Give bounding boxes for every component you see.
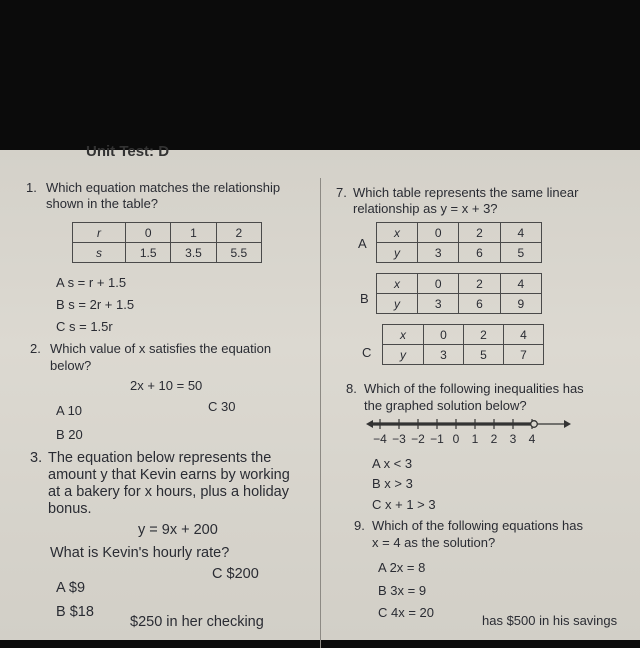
q1-table-s-cell: 5.5: [216, 243, 261, 263]
open-circle-icon: [531, 421, 538, 428]
q7-text-line2: relationship as y = x + 3?: [353, 201, 498, 216]
q1-table-r-cell: 2: [216, 223, 261, 243]
q8-number: 8.: [346, 381, 357, 396]
number-line-tick-label: 4: [528, 432, 536, 445]
number-line-tick-label: 3: [509, 432, 517, 445]
q2-text-line1: Which value of x satisfies the equation: [50, 341, 272, 356]
number-line-tick-label: −4: [373, 432, 387, 445]
q7-table-a: [376, 222, 542, 263]
q2-equation: 2x + 10 = 50: [130, 378, 203, 393]
q3-question: What is Kevin's hourly rate?: [50, 545, 230, 561]
q7b-y-cell: 6: [459, 294, 500, 314]
q10-cutoff-text: has $500 in his savings: [482, 613, 618, 628]
right-arrow-icon: [564, 420, 571, 428]
unit-test-header: Unit Test: D: [86, 143, 170, 160]
q1-text-line2: shown in the table?: [46, 196, 159, 211]
q3-text-line4: bonus.: [48, 501, 92, 517]
q1-table-r-cell: 0: [126, 223, 171, 243]
q7-table-b: [376, 273, 542, 314]
number-line-graph: [366, 413, 578, 445]
q1-table: [72, 222, 262, 263]
q7a-y-cell: 6: [459, 243, 500, 263]
q9-text-line1: Which of the following equations has: [372, 518, 584, 533]
q7a-x-label: x: [377, 223, 418, 243]
q2-choice-c: C 30: [208, 399, 236, 414]
q1-table-s-label: s: [73, 243, 126, 263]
q7a-x-cell: 0: [418, 223, 459, 243]
q8-text-line1: Which of the following inequalities has: [364, 381, 584, 396]
q8-choice-c: C x + 1 > 3: [372, 497, 436, 512]
q7b-y-cell: 3: [418, 294, 459, 314]
q7c-x-cell: 2: [464, 325, 504, 345]
q7a-y-cell: 3: [418, 243, 459, 263]
number-line-tick-label: −2: [411, 432, 425, 445]
q7c-y-label: y: [383, 345, 424, 365]
q2-choice-a: A 10: [56, 403, 83, 418]
q1-choice-b: B s = 2r + 1.5: [56, 297, 135, 312]
q7b-y-cell: 9: [500, 294, 541, 314]
q7c-x-cell: 4: [504, 325, 544, 345]
q9-number: 9.: [354, 518, 365, 533]
q7-number: 7.: [336, 185, 347, 200]
number-line-tick-label: −3: [392, 432, 406, 445]
q7a-x-cell: 4: [500, 223, 541, 243]
q1-number: 1.: [26, 180, 37, 195]
q7b-y-label: y: [377, 294, 418, 314]
q1-table-s-cell: 1.5: [126, 243, 171, 263]
q2-number: 2.: [30, 341, 41, 356]
q1-table-r-label: r: [73, 223, 126, 243]
q9-text-line2: x = 4 as the solution?: [372, 535, 496, 550]
q8-choice-a: A x < 3: [372, 456, 413, 471]
number-line-tick-label: 1: [471, 432, 479, 445]
q1-text-line1: Which equation matches the relationship: [46, 180, 281, 195]
q3-choice-c: C $200: [212, 566, 259, 582]
q3-choice-b: B $18: [56, 604, 94, 620]
q3-text-line1: The equation below represents the: [48, 450, 272, 466]
q8-choice-b: B x > 3: [372, 476, 413, 491]
q7c-x-cell: 0: [424, 325, 464, 345]
q7a-y-label: y: [377, 243, 418, 263]
q1-choice-c: C s = 1.5r: [56, 319, 113, 334]
q3-choice-a: A $9: [56, 580, 86, 596]
q1-table-s-cell: 3.5: [171, 243, 216, 263]
q3-text-line2: amount y that Kevin earns by working: [48, 467, 290, 483]
q9-choice-a: A 2x = 8: [378, 560, 426, 575]
q1-choice-a: A s = r + 1.5: [56, 275, 127, 290]
q3-equation: y = 9x + 200: [138, 522, 218, 538]
q8-text-line2: the graphed solution below?: [364, 398, 527, 413]
q7-option-a-label: A: [358, 236, 367, 251]
q3-text-line3: at a bakery for x hours, plus a holiday: [48, 484, 289, 500]
number-line-tick-label: 0: [452, 432, 460, 445]
q7-option-c-label: C: [362, 345, 372, 360]
q7c-y-cell: 7: [504, 345, 544, 365]
q7b-x-cell: 4: [500, 274, 541, 294]
q7a-y-cell: 5: [500, 243, 541, 263]
q7c-y-cell: 5: [464, 345, 504, 365]
q7-table-c: [382, 324, 544, 365]
q7a-x-cell: 2: [459, 223, 500, 243]
q9-choice-b: B 3x = 9: [378, 583, 427, 598]
q7c-x-label: x: [383, 325, 424, 345]
q7c-y-cell: 3: [424, 345, 464, 365]
q4-cutoff-text: $250 in her checking: [130, 614, 264, 630]
q7b-x-cell: 2: [459, 274, 500, 294]
column-divider: [320, 178, 321, 648]
q9-choice-c: C 4x = 20: [378, 605, 435, 620]
q7-text-line1: Which table represents the same linear: [353, 185, 579, 200]
number-line-tick-label: 2: [490, 432, 498, 445]
q2-text-line2: below?: [50, 358, 92, 373]
q7b-x-label: x: [377, 274, 418, 294]
q7b-x-cell: 0: [418, 274, 459, 294]
q1-table-r-cell: 1: [171, 223, 216, 243]
number-line-tick-label: −1: [430, 432, 444, 445]
q7-option-b-label: B: [360, 291, 369, 306]
q2-choice-b: B 20: [56, 427, 83, 442]
q3-number: 3.: [30, 450, 43, 466]
